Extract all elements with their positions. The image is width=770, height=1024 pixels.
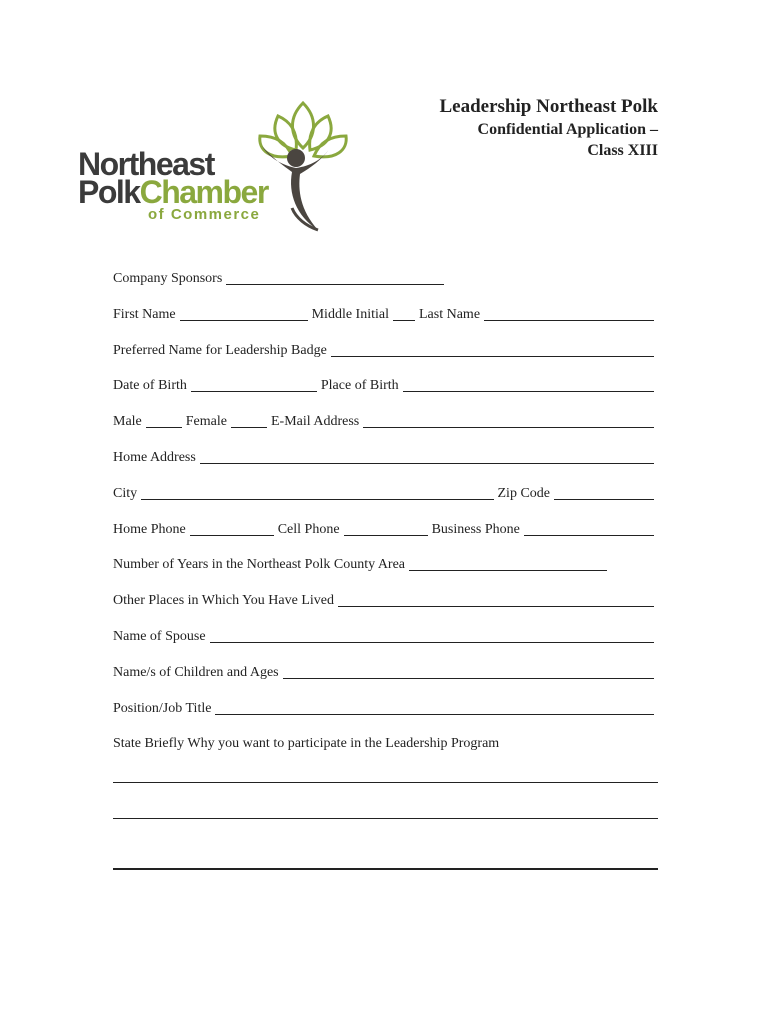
label-cell-phone: Cell Phone bbox=[277, 521, 340, 537]
row-company-sponsors bbox=[113, 267, 658, 287]
field-zip[interactable] bbox=[554, 485, 654, 500]
document-subtitle-2: Class XIII bbox=[587, 142, 658, 159]
field-why-line-2[interactable] bbox=[113, 818, 658, 819]
label-email: E-Mail Address bbox=[270, 414, 360, 430]
document-title: Leadership Northeast Polk bbox=[439, 96, 658, 117]
field-female[interactable] bbox=[231, 413, 267, 428]
label-middle-initial: Middle Initial bbox=[311, 306, 389, 322]
row-position bbox=[113, 697, 658, 717]
row-preferred-name bbox=[113, 339, 658, 359]
label-female: Female bbox=[185, 414, 227, 430]
field-cell-phone[interactable] bbox=[344, 521, 428, 536]
label-last-name: Last Name bbox=[419, 306, 481, 322]
field-children[interactable] bbox=[283, 664, 654, 679]
logo-text-of-commerce: of Commerce bbox=[148, 206, 261, 223]
label-first-name: First Name bbox=[113, 306, 176, 322]
row-names bbox=[113, 303, 658, 323]
logo-text-northeast: Northeast bbox=[78, 146, 214, 182]
label-male: Male bbox=[113, 414, 142, 430]
label-other-places: Other Places in Which You Have Lived bbox=[113, 593, 334, 609]
field-last-name[interactable] bbox=[484, 306, 654, 321]
field-years[interactable] bbox=[409, 556, 607, 571]
field-email[interactable] bbox=[363, 413, 654, 428]
row-phones bbox=[113, 518, 658, 538]
field-middle-initial[interactable] bbox=[393, 306, 415, 321]
field-spouse[interactable] bbox=[210, 628, 654, 643]
row-city-zip bbox=[113, 482, 658, 502]
label-position: Position/Job Title bbox=[113, 700, 212, 716]
application-form bbox=[113, 267, 658, 768]
row-other-places bbox=[113, 589, 658, 609]
field-why-line-3[interactable] bbox=[113, 868, 658, 870]
field-date-of-birth[interactable] bbox=[191, 377, 317, 392]
label-home-phone: Home Phone bbox=[113, 521, 186, 537]
document-subtitle-1: Confidential Application – bbox=[477, 121, 658, 138]
logo-text-polk: Polk bbox=[78, 174, 140, 210]
label-zip: Zip Code bbox=[497, 485, 550, 501]
label-business-phone: Business Phone bbox=[431, 521, 520, 537]
field-business-phone[interactable] bbox=[524, 521, 654, 536]
field-preferred-name[interactable] bbox=[331, 342, 654, 357]
tree-logo-icon bbox=[248, 98, 358, 238]
label-place-of-birth: Place of Birth bbox=[320, 378, 399, 394]
logo-text-polk-chamber bbox=[78, 176, 268, 208]
field-home-phone[interactable] bbox=[190, 521, 274, 536]
row-why bbox=[113, 732, 658, 752]
label-company-sponsors: Company Sponsors bbox=[113, 271, 223, 286]
label-children: Name/s of Children and Ages bbox=[113, 664, 279, 680]
field-other-places[interactable] bbox=[338, 592, 654, 607]
field-city[interactable] bbox=[141, 485, 493, 500]
label-preferred-name: Preferred Name for Leadership Badge bbox=[113, 342, 327, 358]
label-years: Number of Years in the Northeast Polk County Area bbox=[113, 557, 406, 573]
label-spouse: Name of Spouse bbox=[113, 628, 206, 644]
row-years bbox=[113, 553, 658, 573]
label-city: City bbox=[113, 485, 138, 501]
field-company-sponsors[interactable] bbox=[226, 270, 444, 285]
row-birth bbox=[113, 374, 658, 394]
row-children bbox=[113, 661, 658, 681]
label-why: State Briefly Why you want to participate in the Leadership Program bbox=[113, 736, 500, 752]
field-position[interactable] bbox=[215, 700, 654, 715]
field-home-address[interactable] bbox=[200, 449, 654, 464]
document-header bbox=[440, 95, 659, 161]
row-gender-email bbox=[113, 410, 658, 430]
field-male[interactable] bbox=[146, 413, 182, 428]
logo-text-chamber: Chamber bbox=[139, 174, 268, 210]
label-home-address: Home Address bbox=[113, 449, 196, 465]
field-place-of-birth[interactable] bbox=[403, 377, 654, 392]
row-spouse bbox=[113, 625, 658, 645]
chamber-logo bbox=[78, 98, 368, 238]
row-home-address bbox=[113, 446, 658, 466]
field-why-line-1[interactable] bbox=[113, 782, 658, 783]
label-date-of-birth: Date of Birth bbox=[113, 378, 187, 394]
field-first-name[interactable] bbox=[180, 306, 308, 321]
